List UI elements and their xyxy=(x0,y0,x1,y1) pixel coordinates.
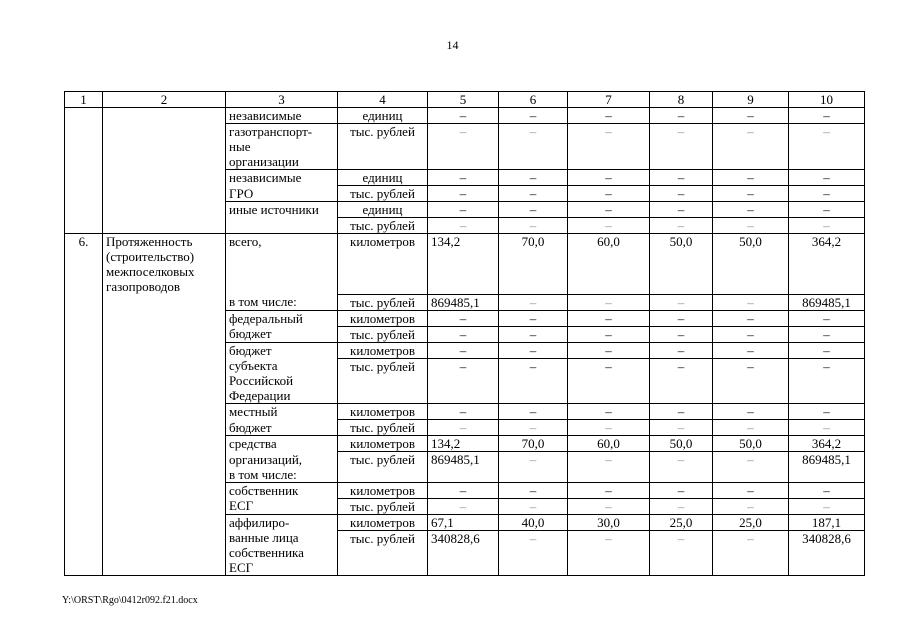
table-cell-col-7: – xyxy=(568,170,650,186)
table-cell-col-9: – xyxy=(713,420,789,436)
table-cell-col-8: 25,0 xyxy=(650,514,713,530)
table-cell-col-5: – xyxy=(428,420,499,436)
table-cell-col-2 xyxy=(103,530,226,576)
table-cell-col-1 xyxy=(65,420,103,436)
table-cell-col-9: – xyxy=(713,530,789,576)
table-row xyxy=(65,294,865,310)
table-cell-col-7: 60,0 xyxy=(568,436,650,452)
table-row xyxy=(65,358,865,404)
table-cell-col-4: тыс. рублей xyxy=(338,358,428,404)
table-header xyxy=(65,92,865,108)
table-cell-col-5: – xyxy=(428,342,499,358)
table-cell-col-8: – xyxy=(650,342,713,358)
table-cell-col-1 xyxy=(65,498,103,514)
table-cell-col-3: газотранспорт- ные организации xyxy=(226,124,338,170)
table-cell-col-4: тыс. рублей xyxy=(338,452,428,483)
table-cell-col-10: – xyxy=(789,108,865,124)
table-cell-col-5: – xyxy=(428,124,499,170)
table-cell-col-6: – xyxy=(499,326,568,342)
table-cell-col-6: – xyxy=(499,186,568,202)
table-cell-col-1 xyxy=(65,186,103,202)
table-cell-col-8: – xyxy=(650,452,713,483)
table-cell-col-1 xyxy=(65,436,103,452)
table-cell-col-2 xyxy=(103,170,226,186)
table-cell-col-3: независимые xyxy=(226,108,338,124)
table-cell-col-8: – xyxy=(650,498,713,514)
table-cell-col-3: собственник xyxy=(226,482,338,498)
table-row xyxy=(65,482,865,498)
table-cell-col-7: – xyxy=(568,452,650,483)
table-cell-col-5: 134,2 xyxy=(428,436,499,452)
table-cell-col-5: 869485,1 xyxy=(428,294,499,310)
table-cell-col-8: – xyxy=(650,124,713,170)
table-cell-col-8: – xyxy=(650,170,713,186)
table-cell-col-7: – xyxy=(568,202,650,218)
table-cell-col-7: – xyxy=(568,218,650,234)
table-cell-col-2 xyxy=(103,420,226,436)
table-cell-col-2 xyxy=(103,498,226,514)
table-cell-col-9: – xyxy=(713,170,789,186)
table-row xyxy=(65,436,865,452)
table-cell-col-7: – xyxy=(568,294,650,310)
header-cell-8: 8 xyxy=(650,92,713,108)
table-cell-col-7: 30,0 xyxy=(568,514,650,530)
table-cell-col-1 xyxy=(65,530,103,576)
table-cell-col-6: – xyxy=(499,202,568,218)
table-cell-col-1 xyxy=(65,170,103,186)
table-row xyxy=(65,234,865,295)
table-cell-col-8: – xyxy=(650,202,713,218)
table-cell-col-10: – xyxy=(789,218,865,234)
table-cell-col-9: – xyxy=(713,452,789,483)
table-cell-col-4: тыс. рублей xyxy=(338,218,428,234)
table-cell-col-5: 869485,1 xyxy=(428,452,499,483)
table-body xyxy=(65,108,865,576)
table-cell-col-9: – xyxy=(713,404,789,420)
table-row xyxy=(65,514,865,530)
table-cell-col-1 xyxy=(65,514,103,530)
table-cell-col-5: – xyxy=(428,498,499,514)
table-cell-col-1 xyxy=(65,404,103,420)
table-cell-col-6: – xyxy=(499,498,568,514)
table-cell-col-10: 187,1 xyxy=(789,514,865,530)
table-cell-col-4: километров xyxy=(338,482,428,498)
table-cell-col-9: – xyxy=(713,124,789,170)
table-cell-col-5: – xyxy=(428,170,499,186)
table-cell-col-10: – xyxy=(789,498,865,514)
table-cell-col-5: – xyxy=(428,326,499,342)
table-cell-col-7: – xyxy=(568,342,650,358)
table-cell-col-6: – xyxy=(499,294,568,310)
table-cell-col-9: 25,0 xyxy=(713,514,789,530)
table-cell-col-10: – xyxy=(789,404,865,420)
table-cell-col-3: в том числе: xyxy=(226,294,338,310)
table-cell-col-1 xyxy=(65,124,103,170)
table-row xyxy=(65,498,865,514)
table-cell-col-5: 67,1 xyxy=(428,514,499,530)
table-cell-col-2 xyxy=(103,202,226,218)
table-cell-col-3: местный xyxy=(226,404,338,420)
table-cell-col-1 xyxy=(65,482,103,498)
table-cell-col-10: – xyxy=(789,310,865,326)
table-cell-col-8: – xyxy=(650,108,713,124)
table-cell-col-10: – xyxy=(789,358,865,404)
table-cell-col-7: 60,0 xyxy=(568,234,650,295)
table-cell-col-4: единиц xyxy=(338,202,428,218)
table-cell-col-2 xyxy=(103,108,226,124)
table-cell-col-4: тыс. рублей xyxy=(338,294,428,310)
table-cell-col-5: – xyxy=(428,218,499,234)
table-cell-col-2 xyxy=(103,514,226,530)
table-cell-col-9: – xyxy=(713,498,789,514)
table-cell-col-5: – xyxy=(428,108,499,124)
table-cell-col-1 xyxy=(65,342,103,358)
table-cell-col-2 xyxy=(103,186,226,202)
table-cell-col-3: ЕСГ xyxy=(226,498,338,514)
table-cell-col-9: – xyxy=(713,218,789,234)
table-cell-col-5: – xyxy=(428,358,499,404)
table-cell-col-8: – xyxy=(650,404,713,420)
table-cell-col-4: тыс. рублей xyxy=(338,498,428,514)
table-cell-col-8: – xyxy=(650,326,713,342)
table-cell-col-9: – xyxy=(713,342,789,358)
table-cell-col-3: бюджет xyxy=(226,420,338,436)
table-cell-col-7: – xyxy=(568,124,650,170)
page-number: 14 xyxy=(446,38,459,52)
table-cell-col-2 xyxy=(103,310,226,326)
data-table xyxy=(64,91,865,576)
table-cell-col-5: – xyxy=(428,202,499,218)
table-row xyxy=(65,326,865,342)
file-path-footer: Y:\ORST\Rgo\0412r092.f21.docx xyxy=(62,595,198,606)
table-cell-col-10: – xyxy=(789,202,865,218)
table-cell-col-7: – xyxy=(568,498,650,514)
table-cell-col-3: иные источники xyxy=(226,202,338,218)
table-row xyxy=(65,342,865,358)
table-cell-col-5: 340828,6 xyxy=(428,530,499,576)
table-cell-col-6: – xyxy=(499,218,568,234)
table-row xyxy=(65,452,865,483)
header-cell-10: 10 xyxy=(789,92,865,108)
header-cell-2: 2 xyxy=(103,92,226,108)
table-cell-col-4: километров xyxy=(338,310,428,326)
table-cell-col-4: тыс. рублей xyxy=(338,420,428,436)
table-cell-col-5: – xyxy=(428,482,499,498)
table-cell-col-2 xyxy=(103,482,226,498)
table-row xyxy=(65,124,865,170)
table-cell-col-10: 869485,1 xyxy=(789,452,865,483)
header-cell-5: 5 xyxy=(428,92,499,108)
table-cell-col-7: – xyxy=(568,530,650,576)
table-cell-col-8: – xyxy=(650,530,713,576)
table-cell-col-2 xyxy=(103,218,226,234)
table-cell-col-5: 134,2 xyxy=(428,234,499,295)
table-cell-col-4: километров xyxy=(338,342,428,358)
table-cell-col-6: – xyxy=(499,342,568,358)
table-cell-col-3: бюджет xyxy=(226,342,338,358)
table-cell-col-2 xyxy=(103,404,226,420)
table-cell-col-1 xyxy=(65,310,103,326)
table-cell-col-9: 50,0 xyxy=(713,436,789,452)
table-cell-col-5: – xyxy=(428,404,499,420)
table-cell-col-6: 70,0 xyxy=(499,436,568,452)
table-cell-col-3: ванные лица собственника ЕСГ xyxy=(226,530,338,576)
table-row xyxy=(65,420,865,436)
table-cell-col-7: – xyxy=(568,326,650,342)
table-cell-col-4: тыс. рублей xyxy=(338,530,428,576)
table-cell-col-1 xyxy=(65,452,103,483)
table-cell-col-4: единиц xyxy=(338,108,428,124)
table-cell-col-2: Протяженность (строительство) межпоселковых газопроводов xyxy=(103,234,226,295)
table-cell-col-10: 364,2 xyxy=(789,436,865,452)
table-cell-col-4: километров xyxy=(338,404,428,420)
table-cell-col-7: – xyxy=(568,482,650,498)
table-cell-col-10: – xyxy=(789,124,865,170)
header-cell-6: 6 xyxy=(499,92,568,108)
header-cell-3: 3 xyxy=(226,92,338,108)
table-cell-col-4: единиц xyxy=(338,170,428,186)
table-cell-col-3: независимые xyxy=(226,170,338,186)
header-cell-4: 4 xyxy=(338,92,428,108)
table-cell-col-3: субъекта Российской Федерации xyxy=(226,358,338,404)
table-cell-col-4: километров xyxy=(338,514,428,530)
table-cell-col-3: федеральный xyxy=(226,310,338,326)
table-cell-col-3: всего, xyxy=(226,234,338,295)
table-row xyxy=(65,310,865,326)
table-cell-col-3: ГРО xyxy=(226,186,338,202)
table-row xyxy=(65,404,865,420)
table-cell-col-4: километров xyxy=(338,234,428,295)
table-cell-col-1 xyxy=(65,326,103,342)
table-cell-col-9: – xyxy=(713,310,789,326)
table-cell-col-9: – xyxy=(713,202,789,218)
table-cell-col-1: 6. xyxy=(65,234,103,295)
table-cell-col-7: – xyxy=(568,310,650,326)
table-cell-col-10: 364,2 xyxy=(789,234,865,295)
table-cell-col-10: – xyxy=(789,326,865,342)
table-row xyxy=(65,108,865,124)
table-cell-col-9: – xyxy=(713,294,789,310)
table-row xyxy=(65,186,865,202)
table-cell-col-8: – xyxy=(650,218,713,234)
table-cell-col-1 xyxy=(65,218,103,234)
table-cell-col-6: – xyxy=(499,404,568,420)
header-cell-1: 1 xyxy=(65,92,103,108)
table-cell-col-6: – xyxy=(499,452,568,483)
table-cell-col-6: – xyxy=(499,108,568,124)
table-cell-col-1 xyxy=(65,358,103,404)
table-cell-col-4: тыс. рублей xyxy=(338,326,428,342)
table-cell-col-6: 70,0 xyxy=(499,234,568,295)
table-cell-col-9: – xyxy=(713,108,789,124)
table-cell-col-10: 340828,6 xyxy=(789,530,865,576)
table-cell-col-8: – xyxy=(650,294,713,310)
table-cell-col-4: километров xyxy=(338,436,428,452)
table-cell-col-5: – xyxy=(428,186,499,202)
table-cell-col-7: – xyxy=(568,420,650,436)
table-cell-col-9: 50,0 xyxy=(713,234,789,295)
table-cell-col-9: – xyxy=(713,326,789,342)
table-cell-col-1 xyxy=(65,294,103,310)
table-row xyxy=(65,170,865,186)
table-cell-col-8: – xyxy=(650,482,713,498)
table-cell-col-5: – xyxy=(428,310,499,326)
table-cell-col-10: – xyxy=(789,186,865,202)
table-cell-col-2 xyxy=(103,294,226,310)
table-cell-col-10: – xyxy=(789,170,865,186)
table-cell-col-6: – xyxy=(499,310,568,326)
table-cell-col-1 xyxy=(65,108,103,124)
header-cell-9: 9 xyxy=(713,92,789,108)
table-cell-col-2 xyxy=(103,326,226,342)
table-cell-col-10: – xyxy=(789,342,865,358)
table-cell-col-3 xyxy=(226,218,338,234)
table-cell-col-7: – xyxy=(568,358,650,404)
table-row xyxy=(65,530,865,576)
table-cell-col-3: аффилиро- xyxy=(226,514,338,530)
header-row xyxy=(65,92,865,108)
table-cell-col-10: 869485,1 xyxy=(789,294,865,310)
table-cell-col-9: – xyxy=(713,482,789,498)
table-cell-col-10: – xyxy=(789,420,865,436)
table-cell-col-1 xyxy=(65,202,103,218)
table-cell-col-6: – xyxy=(499,482,568,498)
table-cell-col-8: 50,0 xyxy=(650,436,713,452)
table-cell-col-2 xyxy=(103,452,226,483)
table-cell-col-6: – xyxy=(499,170,568,186)
table-cell-col-4: тыс. рублей xyxy=(338,124,428,170)
table-cell-col-7: – xyxy=(568,186,650,202)
header-cell-7: 7 xyxy=(568,92,650,108)
table-cell-col-7: – xyxy=(568,108,650,124)
table-cell-col-2 xyxy=(103,124,226,170)
table-cell-col-7: – xyxy=(568,404,650,420)
table-cell-col-3: организаций, в том числе: xyxy=(226,452,338,483)
table-cell-col-8: 50,0 xyxy=(650,234,713,295)
table-cell-col-4: тыс. рублей xyxy=(338,186,428,202)
table-cell-col-6: – xyxy=(499,124,568,170)
table-cell-col-6: – xyxy=(499,530,568,576)
table-cell-col-6: 40,0 xyxy=(499,514,568,530)
table-cell-col-8: – xyxy=(650,358,713,404)
table-cell-col-9: – xyxy=(713,186,789,202)
table-cell-col-2 xyxy=(103,342,226,358)
table-cell-col-8: – xyxy=(650,420,713,436)
table-cell-col-8: – xyxy=(650,186,713,202)
table-cell-col-10: – xyxy=(789,482,865,498)
table-cell-col-9: – xyxy=(713,358,789,404)
table-cell-col-3: средства xyxy=(226,436,338,452)
table-cell-col-2 xyxy=(103,358,226,404)
table-cell-col-3: бюджет xyxy=(226,326,338,342)
table-cell-col-6: – xyxy=(499,358,568,404)
table-row xyxy=(65,202,865,218)
table-cell-col-2 xyxy=(103,436,226,452)
table-cell-col-6: – xyxy=(499,420,568,436)
table-row xyxy=(65,218,865,234)
table-cell-col-8: – xyxy=(650,310,713,326)
